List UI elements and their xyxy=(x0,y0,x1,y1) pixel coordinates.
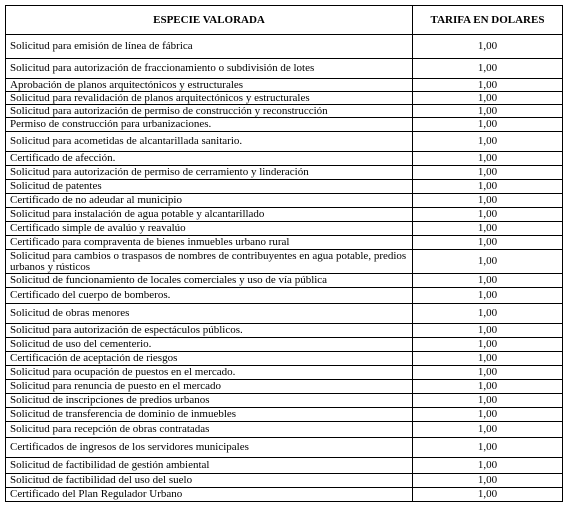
table-row xyxy=(6,59,563,79)
especie-cell: Certificado para compraventa de bienes inmuebles urbano rural xyxy=(6,236,413,250)
table-row xyxy=(6,274,563,288)
especie-cell: Solicitud para emisión de línea de fábrica xyxy=(6,35,413,59)
especie-cell: Certificado de no adeudar al municipio xyxy=(6,194,413,208)
header-especie: ESPECIE VALORADA xyxy=(6,6,413,35)
especie-cell: Solicitud de inscripciones de predios urbanos xyxy=(6,394,413,408)
especie-cell: Certificado del Plan Regulador Urbano xyxy=(6,488,413,502)
tarifa-cell: 1,00 xyxy=(413,118,563,132)
table-row xyxy=(6,105,563,118)
especie-cell: Solicitud para acometidas de alcantarillada sanitario. xyxy=(6,132,413,152)
tarifa-cell: 1,00 xyxy=(413,438,563,458)
table-row xyxy=(6,180,563,194)
table-row xyxy=(6,92,563,105)
tarifas-table xyxy=(5,5,563,502)
especie-cell: Solicitud para autorización de permiso de construcción y reconstrucción xyxy=(6,105,413,118)
tarifa-cell: 1,00 xyxy=(413,366,563,380)
tarifa-cell: 1,00 xyxy=(413,458,563,474)
table-row xyxy=(6,458,563,474)
especie-cell: Solicitud de funcionamiento de locales comerciales y uso de vía pública xyxy=(6,274,413,288)
table-row xyxy=(6,166,563,180)
especie-cell: Solicitud de uso del cementerio. xyxy=(6,338,413,352)
table-row xyxy=(6,35,563,59)
table-row xyxy=(6,132,563,152)
especie-cell: Solicitud de patentes xyxy=(6,180,413,194)
table-row xyxy=(6,438,563,458)
table-row xyxy=(6,250,563,274)
table-row xyxy=(6,422,563,438)
table-row xyxy=(6,366,563,380)
especie-cell: Certificado simple de avalúo y reavalúo xyxy=(6,222,413,236)
tarifa-cell: 1,00 xyxy=(413,304,563,324)
table-row xyxy=(6,208,563,222)
especie-cell: Solicitud para autorización de espectáculos públicos. xyxy=(6,324,413,338)
especie-cell: Solicitud de transferencia de dominio de inmuebles xyxy=(6,408,413,422)
especie-cell: Solicitud de factibilidad de gestión ambiental xyxy=(6,458,413,474)
tarifa-cell: 1,00 xyxy=(413,222,563,236)
header-tarifa: TARIFA EN DOLARES xyxy=(413,6,563,35)
table-row xyxy=(6,288,563,304)
table-row xyxy=(6,304,563,324)
tarifa-cell: 1,00 xyxy=(413,422,563,438)
tarifa-cell: 1,00 xyxy=(413,338,563,352)
tarifa-cell: 1,00 xyxy=(413,274,563,288)
especie-cell: Solicitud para autorización de permiso de cerramiento y linderación xyxy=(6,166,413,180)
tarifa-cell: 1,00 xyxy=(413,488,563,502)
table-row xyxy=(6,118,563,132)
tarifa-cell: 1,00 xyxy=(413,35,563,59)
especie-cell: Solicitud de factibilidad del uso del suelo xyxy=(6,474,413,488)
tarifa-cell: 1,00 xyxy=(413,394,563,408)
tarifa-cell: 1,00 xyxy=(413,250,563,274)
especie-cell: Permiso de construcción para urbanizaciones. xyxy=(6,118,413,132)
especie-cell: Certificación de aceptación de riesgos xyxy=(6,352,413,366)
tarifa-cell: 1,00 xyxy=(413,208,563,222)
tarifa-cell: 1,00 xyxy=(413,79,563,92)
especie-cell: Certificado del cuerpo de bomberos. xyxy=(6,288,413,304)
especie-cell: Solicitud para revalidación de planos arquitectónicos y estructurales xyxy=(6,92,413,105)
tarifa-cell: 1,00 xyxy=(413,288,563,304)
table-row xyxy=(6,408,563,422)
table-row xyxy=(6,79,563,92)
tarifa-cell: 1,00 xyxy=(413,236,563,250)
table-row xyxy=(6,380,563,394)
table-row xyxy=(6,152,563,166)
tarifa-cell: 1,00 xyxy=(413,352,563,366)
tarifa-cell: 1,00 xyxy=(413,105,563,118)
table-row xyxy=(6,488,563,502)
especie-cell: Solicitud para recepción de obras contratadas xyxy=(6,422,413,438)
especie-cell: Solicitud para ocupación de puestos en el mercado. xyxy=(6,366,413,380)
table-row xyxy=(6,352,563,366)
especie-cell: Solicitud para instalación de agua potable y alcantarillado xyxy=(6,208,413,222)
table-row xyxy=(6,324,563,338)
table-row xyxy=(6,194,563,208)
especie-cell: Aprobación de planos arquitectónicos y estructurales xyxy=(6,79,413,92)
especie-cell: Certificado de afección. xyxy=(6,152,413,166)
header-row xyxy=(6,6,563,35)
tarifa-cell: 1,00 xyxy=(413,92,563,105)
especie-cell: Certificados de ingresos de los servidores municipales xyxy=(6,438,413,458)
especie-cell: Solicitud para autorización de fraccionamiento o subdivisión de lotes xyxy=(6,59,413,79)
especie-cell: Solicitud de obras menores xyxy=(6,304,413,324)
table-body xyxy=(6,35,563,502)
especie-cell: Solicitud para cambios o traspasos de nombres de contribuyentes en agua potable, predios urbanos y rústicos xyxy=(6,250,413,274)
tarifa-cell: 1,00 xyxy=(413,180,563,194)
tarifa-cell: 1,00 xyxy=(413,194,563,208)
tarifa-cell: 1,00 xyxy=(413,380,563,394)
table-row xyxy=(6,474,563,488)
tarifa-cell: 1,00 xyxy=(413,59,563,79)
tarifa-cell: 1,00 xyxy=(413,474,563,488)
tarifa-cell: 1,00 xyxy=(413,408,563,422)
tarifa-cell: 1,00 xyxy=(413,166,563,180)
tarifa-cell: 1,00 xyxy=(413,132,563,152)
tarifa-cell: 1,00 xyxy=(413,324,563,338)
table-row xyxy=(6,338,563,352)
tarifa-cell: 1,00 xyxy=(413,152,563,166)
table-row xyxy=(6,394,563,408)
table-row xyxy=(6,222,563,236)
table-row xyxy=(6,236,563,250)
especie-cell: Solicitud para renuncia de puesto en el mercado xyxy=(6,380,413,394)
